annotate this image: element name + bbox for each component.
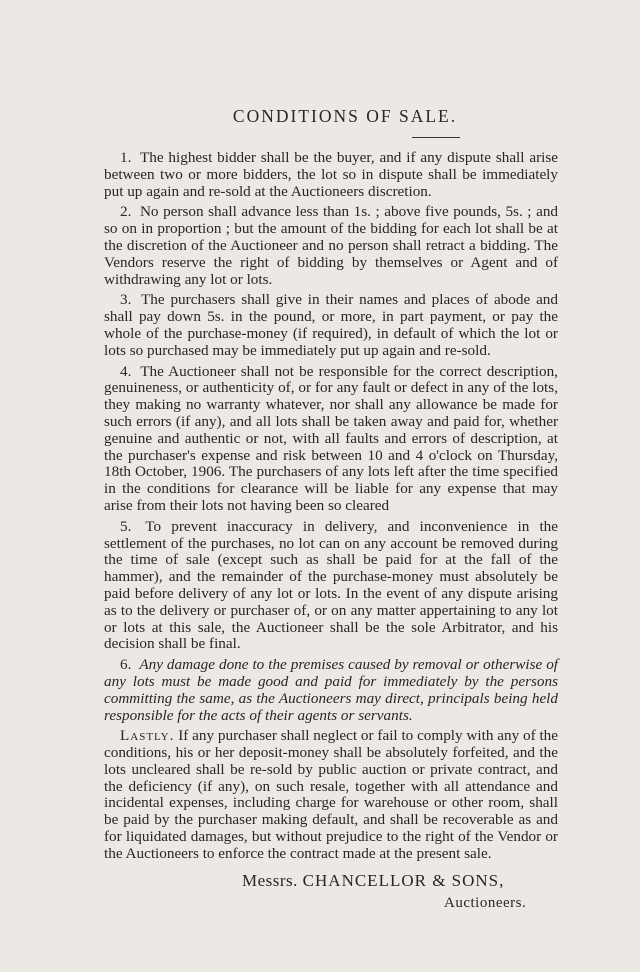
condition-text: Any damage done to the premises caused by removal or otherwise of any lots must be made good and paid for immediately by the persons committing the same, as the Auctioneers may direct, principals being held responsible for the acts of their agents or servants.: [104, 656, 559, 724]
condition-2: [104, 204, 558, 288]
title-rule: [412, 137, 460, 138]
condition-number: 5.: [120, 517, 132, 535]
condition-6: [104, 657, 558, 724]
condition-number: 6.: [120, 656, 132, 674]
condition-5: [104, 519, 558, 653]
condition-number: 4.: [120, 362, 132, 380]
condition-text: No person shall advance less than 1s. ; above five pounds, 5s. ; and so on in proportion ; but the amount of the bidding for each lot shall be at the discretion of the Auctioneer and no person shall retract a bidding. The Vendors reserve the right of bidding by themselves or Agent and of withdrawing any lot or lots.: [104, 203, 559, 288]
condition-number: 3.: [120, 291, 132, 309]
condition-text: If any purchaser shall neglect or fail to comply with any of the conditions, his or her deposit-money shall be absolutely forfeited, and the lots uncleared shall be re-sold by public auction or private contract, and the deficiency (if any), on such resale, together with all attendance and incidental expenses, including charge for warehouse or other room, shall be paid by the purchaser making default, and shall be recoverable as and for liquidated damages, but without prejudice to the right of the Vendor or the Auctioneers to enforce the contract made at the present sale.: [104, 727, 559, 862]
signature-firm: CHANCELLOR & SONS,: [302, 870, 505, 890]
condition-lastly: [104, 728, 558, 862]
condition-number: 1.: [120, 149, 132, 166]
signature-role: Auctioneers.: [444, 894, 527, 911]
condition-text: The Auctioneer shall not be responsible for the correct description, genuineness, or authenticity of, or for any fault or defect in any of the lots, they making no warranty whatever, nor shall any allowance be made for such errors (if any), and all lots shall be taken away and paid for, whether genuine and authentic or not, with all faults and errors of description, at the purchaser's expense and risk between 10 and 4 o'clock on Thursday, 18th October, 1906. The purchasers of any lots left after the time specified in the conditions for clearance will be liable for any expense that may arise from their lots not having been so cleared: [104, 362, 558, 514]
condition-text: The highest bidder shall be the buyer, and if any dispute shall arise between two or more bidders, the lot so in dispute shall be immediately put up again and re-sold at the Auctioneers discretion.: [104, 149, 559, 200]
lastly-label: Lastly.: [120, 727, 175, 745]
conditions-list: [104, 150, 558, 863]
condition-3: [104, 292, 558, 359]
page-title: CONDITIONS OF SALE.: [232, 106, 458, 126]
signature-prefix: Messrs.: [242, 870, 298, 890]
condition-1: [104, 150, 558, 200]
condition-text: To prevent inaccuracy in delivery, and inconvenience in the settlement of the purchases, no lot can on any account be removed during the time of sale (except such as shall be paid for at the fall of the hammer), and the remainder of the purchase-money must absolutely be paid before delivery of any lot or lots. In the event of any dispute arising as to the delivery or purchaser of, or on any matter appertaining to any lot or lots at this sale, the Auctioneer shall be the sole Arbitrator, and his decision shall be final.: [104, 517, 559, 653]
condition-number: 2.: [120, 203, 132, 221]
signature-line: [242, 871, 558, 891]
condition-text: The purchasers shall give in their names and places of abode and shall pay down 5s. in the pound, or more, in part payment, or pay the whole of the purchase-money (if required), in default of which the lot or lots so purchased may be immediately put up again and re-sold.: [104, 291, 558, 359]
condition-4: [104, 364, 558, 515]
